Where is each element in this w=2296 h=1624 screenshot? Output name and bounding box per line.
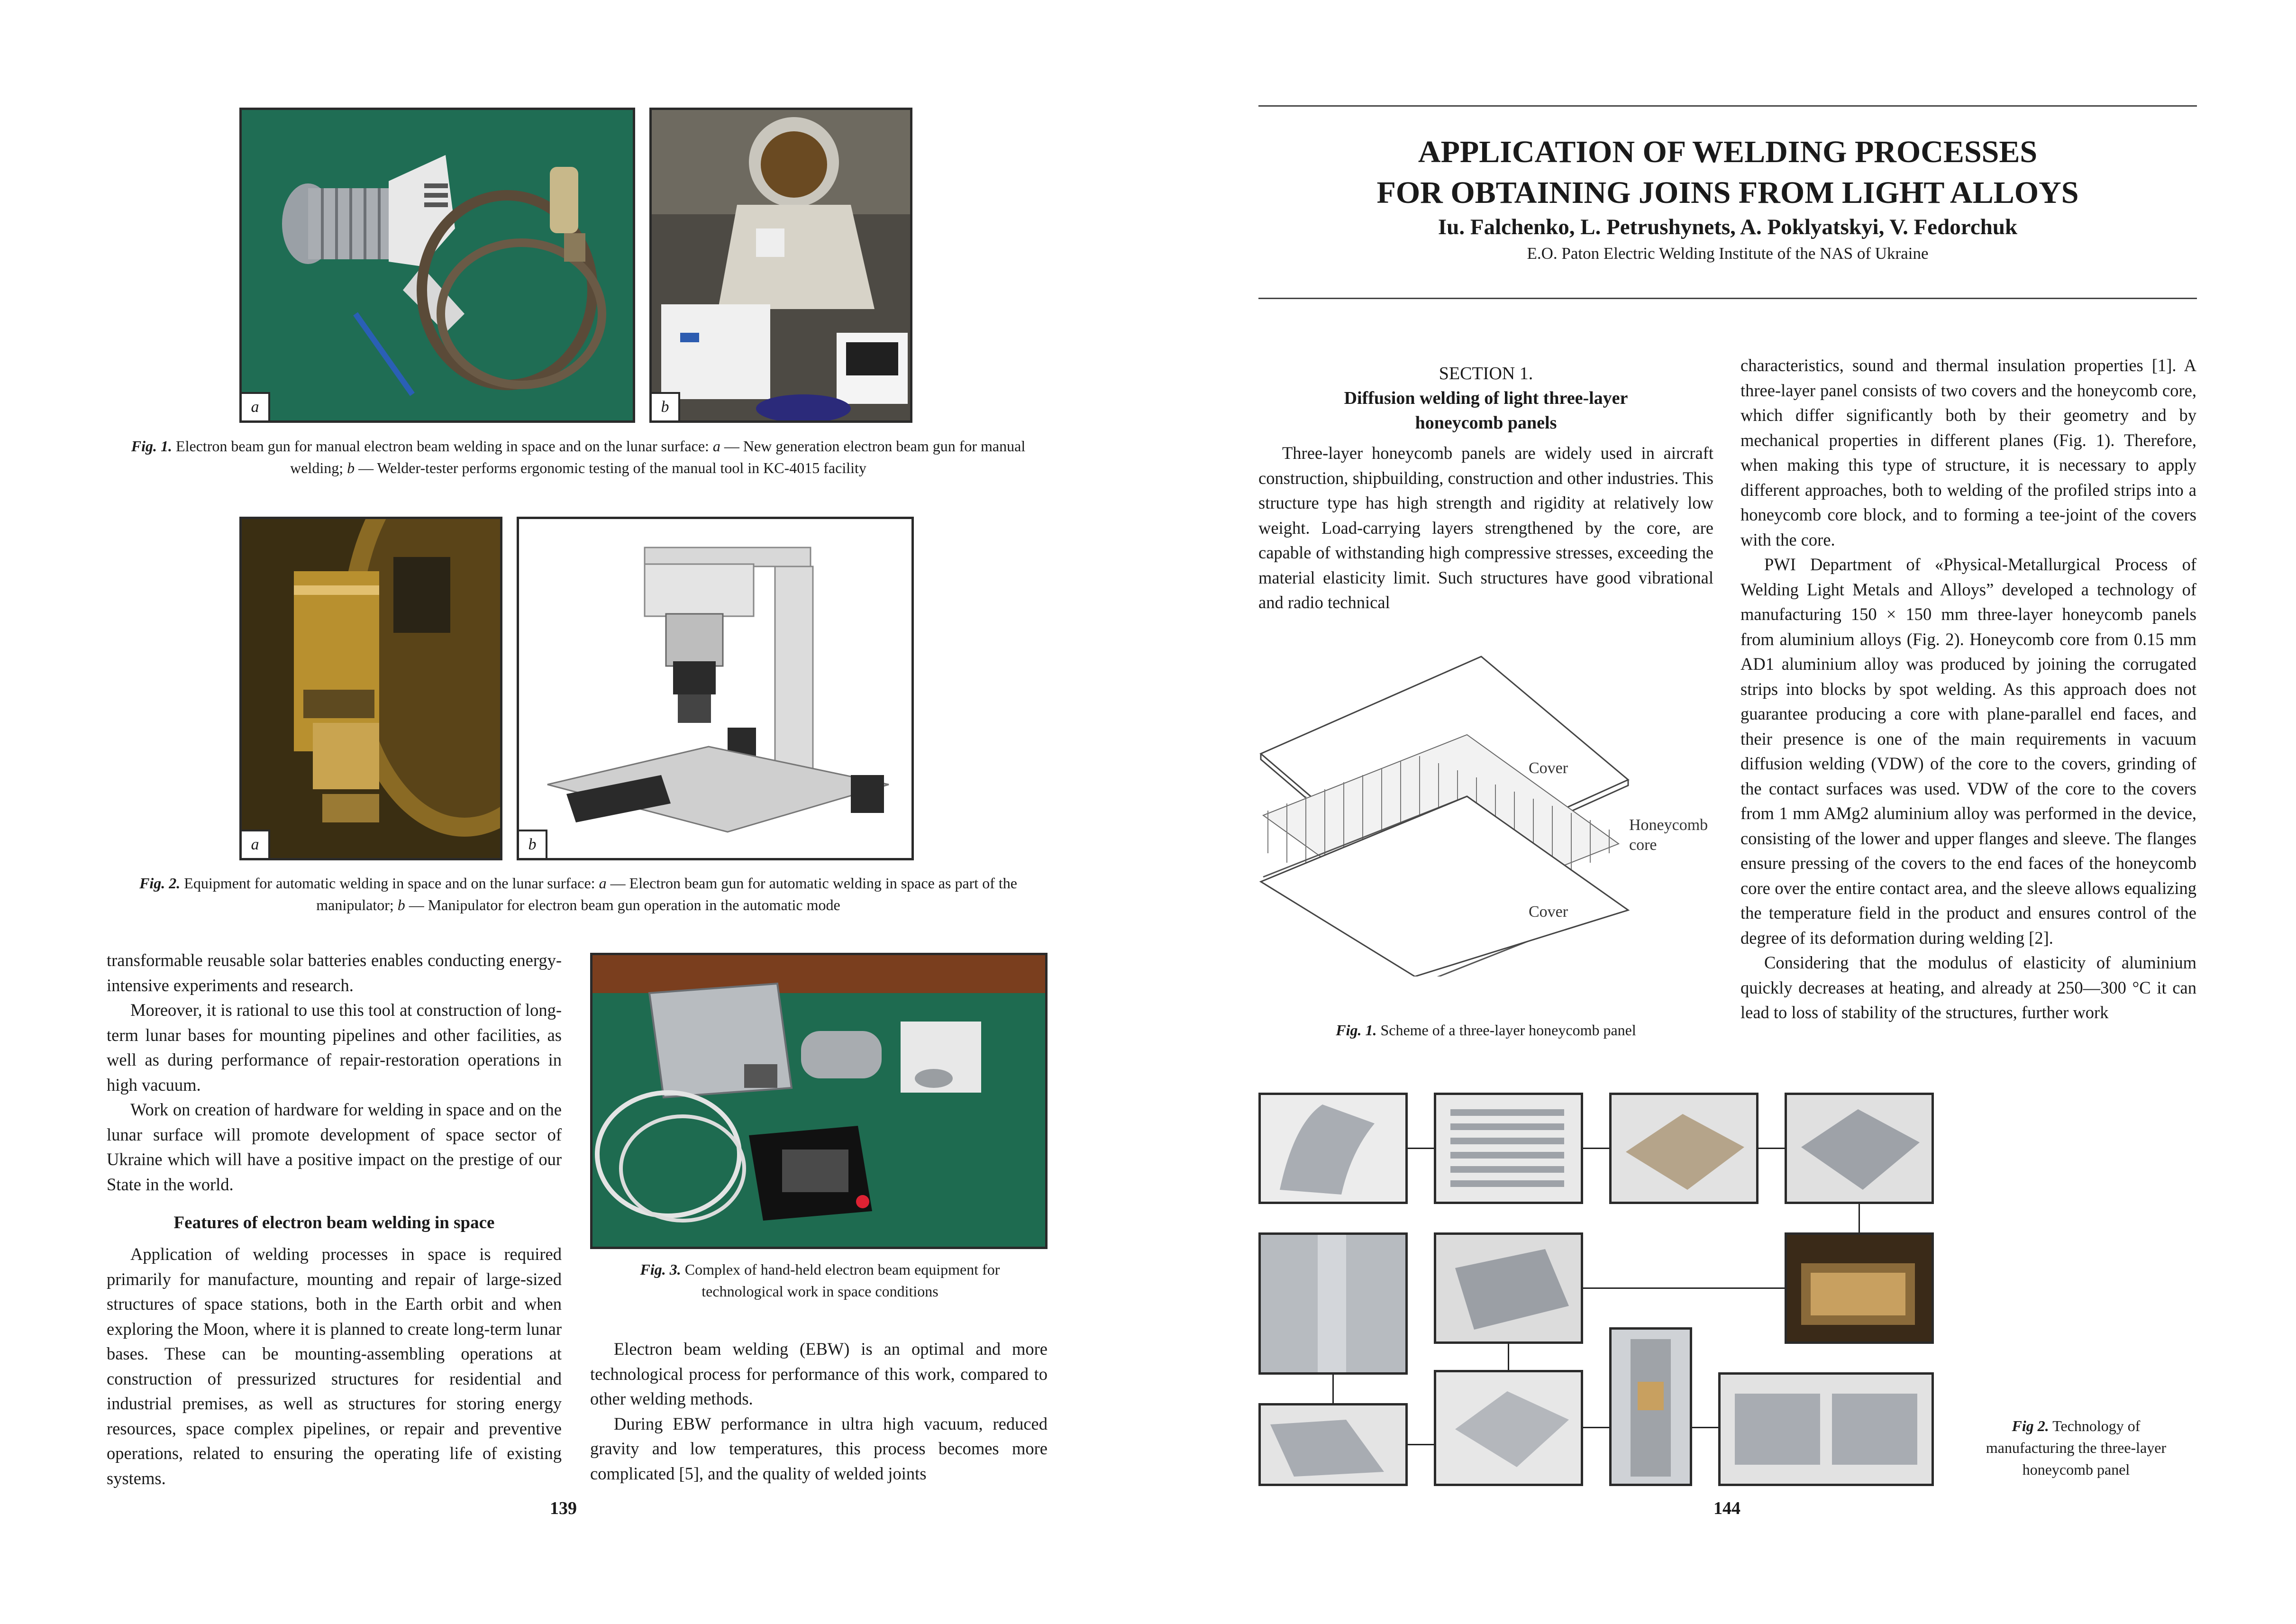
paragraph: Work on creation of hardware for welding in space and on the lunar surface will promote development of space sector of Ukraine which will have a positive impact on the prestige of our State in the world.: [107, 1100, 562, 1194]
article-title-line-1: APPLICATION OF WELDING PROCESSES: [1418, 135, 2038, 169]
step-cover-sheet: [1258, 1232, 1408, 1375]
arrow: [1408, 1148, 1434, 1149]
spot-welded-block-image: [1612, 1095, 1756, 1202]
fig3-caption: [611, 1259, 1029, 1302]
step-corrugated-strips: [1434, 1093, 1583, 1204]
page-number-left: 139: [550, 1498, 577, 1518]
paragraph: Application of welding processes in space is required primarily for manufacture, mounting and repair of large-sized structures of space stations, both in the Earth orbit and when exploring the Moon, where it is planned to create long-term lunar bases. These can be mounting-assembling operations at construction of pressurized structures for residential and industrial premises, as well as structures for storing energy resources, space complex pipelines, or repair and preventive operations, related to ensuring the operating life of existing systems.: [107, 1244, 562, 1488]
honeycomb-core-image: [1436, 1235, 1581, 1341]
honeycomb-panel-diagram: [1258, 654, 1713, 976]
fig2-caption-a: a: [599, 875, 607, 892]
welder-tester-image: [652, 110, 912, 423]
paragraph: PWI Department of «Physical-Metallurgical Process of Welding Light Metals and Alloys” developed a technology of manufacturing 150 × 150 mm three-layer honeycomb panels from aluminium alloys (Fig. 2). Honeycomb core from 0.15 mm AD1 aluminium alloy was produced by joining the corrugated strips into blocks by spot welding. As this approach does not guarantee producing a core with plane-parallel end faces, and their presence is one of the main requirements in vacuum diffusion welding (VDW) of the core to the covers, grinding of the contact surfaces was used. VDW of the core to the covers from 1 mm AMg2 aluminium alloy was performed in the device, consisting of the lower and upper flanges and sleeve. The flanges ensure pressing of the covers to the end faces of the honeycomb core over the entire contact area, and the sleeve allows equalizing the temperature field in the product and ensures control of the degree of its deformation during welding [2].: [1740, 555, 2196, 948]
left-page-column-1-continued: [107, 1242, 562, 1491]
arrow: [1508, 1344, 1509, 1370]
arrow: [1408, 1444, 1434, 1445]
right-fig2-caption: [1958, 1415, 2195, 1480]
arrow: [1583, 1427, 1609, 1428]
fig1-caption-text-1: Electron beam gun for manual electron beam welding in space and on the lunar surface:: [172, 438, 713, 455]
arrow: [1859, 1204, 1860, 1232]
fig1b-photo: [649, 108, 912, 423]
paragraph: transformable reusable solar batteries enables conducting energy-intensive experiments and research.: [107, 950, 562, 995]
step-cut-covers: [1258, 1403, 1408, 1486]
paragraph: Electron beam welding (EBW) is an optimal and more technological process for performance of this work, compared to other welding methods.: [590, 1339, 1048, 1408]
paragraph: Moreover, it is rational to use this tool at construction of long-term lunar bases for mounting pipelines and other facilities, as well as during performance of repair-restoration operations in high vacuum.: [107, 1000, 562, 1095]
top-rule: [1258, 105, 2197, 107]
header-bottom-rule: [1258, 298, 2197, 299]
automatic-gun-image: [242, 519, 502, 860]
left-page-column-1: [107, 948, 562, 1197]
page-number-right: 144: [1713, 1498, 1740, 1518]
right-fig2-caption-text-1: Technology of: [2049, 1417, 2141, 1434]
step-foil-sheet: [1258, 1093, 1408, 1204]
arrow: [1692, 1427, 1718, 1428]
assembled-panel-image: [1436, 1372, 1581, 1484]
fig2-caption-text-1: Equipment for automatic welding in space and on the lunar surface:: [180, 875, 599, 892]
article-title: [1258, 132, 2197, 213]
step-assembled-panel: [1434, 1370, 1583, 1486]
fig2b-photo: [517, 517, 914, 860]
label-cover-top: Cover: [1529, 759, 1568, 777]
fig2-caption: [104, 872, 1052, 916]
fig1-caption-text-3: — Welder-tester performs ergonomic testing of the manual tool in KC-4015 facility: [355, 459, 866, 476]
fig3-photo: [590, 953, 1048, 1249]
paragraph: Three-layer honeycomb panels are widely used in aircraft construction, shipbuilding, construction and other industries. This structure type has high strength and rigidity at relatively low weight. Load-carrying layers strengthened by the core, are capable of withstanding high compressive stresses, exceeding the material elasticity limit. Such structures have good vibrational and radio technical: [1258, 443, 1713, 612]
authors: Iu. Falchenko, L. Petrushynets, A. Poklyatskyi, V. Fedorchuk: [1438, 215, 2018, 239]
section-title-line-2: honeycomb panels: [1415, 413, 1557, 433]
section-heading: [1258, 361, 1713, 435]
section-label: SECTION 1.: [1439, 364, 1533, 383]
fig1-caption: [104, 435, 1052, 479]
fig1-caption-b: b: [347, 459, 355, 476]
section-heading-ebw-space: Features of electron beam welding in space: [173, 1213, 495, 1232]
fig1-caption-a: a: [712, 438, 720, 455]
left-page-column-2: [590, 1337, 1048, 1486]
label-cover-bottom: Cover: [1529, 903, 1568, 921]
right-fig1-caption-label: Fig. 1.: [1336, 1022, 1377, 1039]
fig2a-label: a: [242, 830, 270, 858]
arrow: [1332, 1375, 1334, 1403]
expanded-honeycomb-image: [1787, 1095, 1932, 1202]
arrow: [1583, 1287, 1785, 1289]
arrow: [1583, 1148, 1609, 1149]
fig2-caption-label: Fig. 2.: [139, 875, 181, 892]
electron-beam-gun-image: [242, 110, 635, 423]
label-honeycomb-core-line-2: core: [1629, 836, 1657, 854]
right-fig1-caption: [1258, 1019, 1713, 1041]
right-fig2-caption-label: Fig 2.: [2012, 1417, 2049, 1434]
step-welding-device: [1609, 1327, 1692, 1486]
manipulator-render: [519, 519, 914, 860]
fig1b-label: b: [652, 392, 680, 420]
fig3-caption-text: Complex of hand-held electron beam equipment for technological work in space conditions: [681, 1261, 1000, 1300]
fig1-caption-label: Fig. 1.: [131, 438, 173, 455]
finished-panels-image: [1721, 1375, 1932, 1484]
corrugated-strips-image: [1436, 1095, 1581, 1202]
arrow: [1758, 1148, 1785, 1149]
fig2b-label: b: [519, 830, 547, 858]
paragraph: During EBW performance in ultra high vacuum, reduced gravity and low temperatures, this process becomes more complicated [5], and the quality of welded joints: [590, 1414, 1048, 1483]
paragraph: characteristics, sound and thermal insulation properties [1]. A three-layer panel consists of two covers and the honeycomb core, which differ significantly both by their geometry and by mechanical properties in different planes (Fig. 1). Therefore, when making this type of structure, it is necessary to apply different approaches, both to welding of the profiled strips into a honeycomb core block, and to forming a tee-joint of the covers with the core.: [1740, 356, 2196, 549]
right-fig2-caption-text-2: manufacturing the three-layer: [1986, 1439, 2167, 1456]
welding-device-image: [1612, 1330, 1690, 1484]
paragraph: Considering that the modulus of elasticity of aluminium quickly decreases at heating, and already at 250—300 °C it can lead to loss of stability of the structures, further work: [1740, 953, 2196, 1022]
fig2a-photo: [239, 517, 502, 860]
grinding-image: [1787, 1235, 1932, 1341]
step-spot-welded-block: [1609, 1093, 1758, 1204]
fig1a-label: a: [242, 392, 270, 420]
right-page-column-2: [1740, 353, 2196, 1025]
fig2-caption-text-3: — Manipulator for electron beam gun operation in the automatic mode: [405, 896, 840, 913]
step-finished-panels: [1718, 1372, 1934, 1486]
right-fig1-caption-text: Scheme of a three-layer honeycomb panel: [1376, 1022, 1636, 1039]
hand-held-equipment-image: [592, 955, 1048, 1249]
fig1-caption-text-2: — New generation electron beam gun for manual welding;: [290, 438, 1026, 476]
label-honeycomb-core: [1629, 815, 1708, 855]
article-title-line-2: FOR OBTAINING JOINS FROM LIGHT ALLOYS: [1376, 175, 2079, 210]
section-title-line-1: Diffusion welding of light three-layer: [1344, 388, 1628, 408]
fig2-caption-b: b: [397, 896, 405, 913]
step-honeycomb-core: [1434, 1232, 1583, 1344]
right-page-column-1: [1258, 441, 1713, 615]
affiliation: E.O. Paton Electric Welding Institute of the NAS of Ukraine: [1527, 244, 1929, 263]
fig3-caption-label: Fig. 3.: [640, 1261, 681, 1278]
fig2-caption-text-2: — Electron beam gun for automatic welding in space as part of the manipulator;: [316, 875, 1017, 913]
step-grinding: [1785, 1232, 1934, 1344]
cut-covers-image: [1261, 1405, 1405, 1484]
cover-sheet-image: [1261, 1235, 1405, 1372]
fig1a-photo: [239, 108, 635, 423]
label-honeycomb-core-line-1: Honeycomb: [1629, 816, 1708, 834]
right-fig2-caption-text-3: honeycomb panel: [2022, 1461, 2130, 1478]
foil-sheet-image: [1261, 1095, 1405, 1202]
step-expanded-honeycomb: [1785, 1093, 1934, 1204]
